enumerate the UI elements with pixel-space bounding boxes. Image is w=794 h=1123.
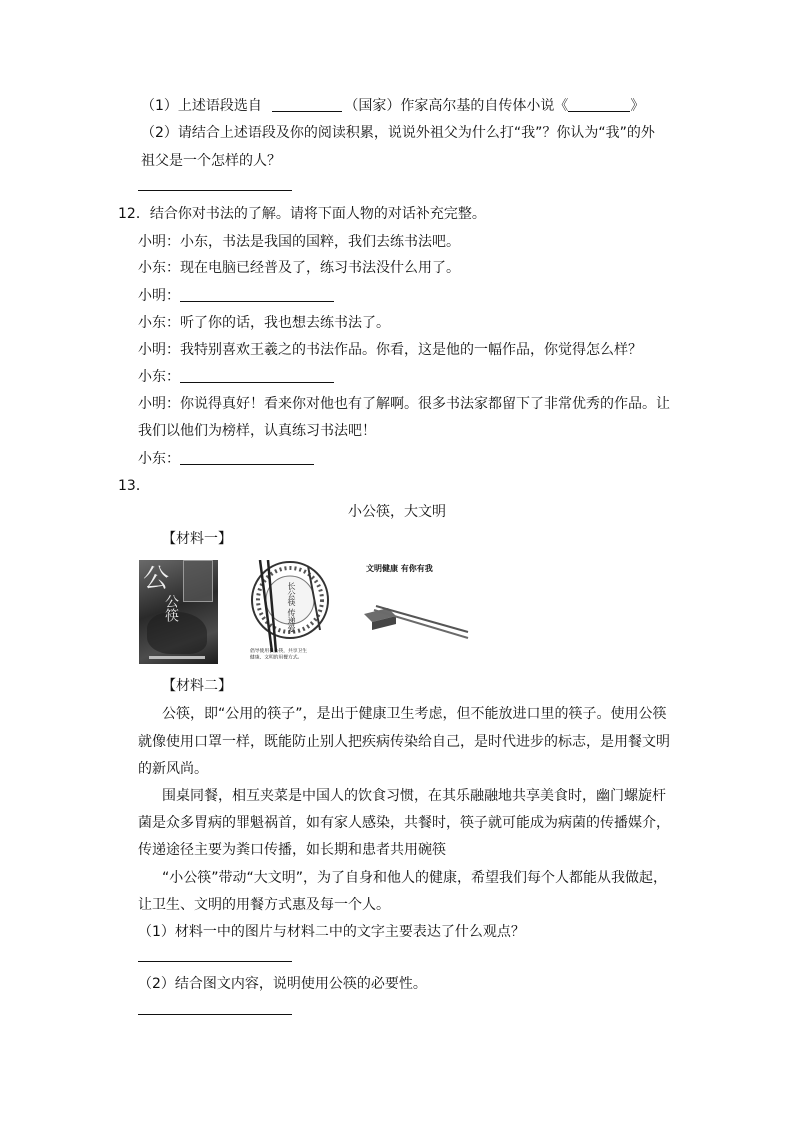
q12-dialog-7-line1: 小明：你说得真好！看来你对他也有了解啊。很多书法家都留下了非常优秀的作品。让 xyxy=(138,396,670,412)
q13-material2-label: 【材料二】 xyxy=(162,678,232,694)
q13-p2-line1: 围桌同餐，相互夹菜是中国人的饮食习惯，在其乐融融地共享美食时，幽门螺旋杆 xyxy=(162,788,666,804)
poster3-caption: 文明健康 有你有我 xyxy=(366,564,433,573)
q11-sub1-text-a: （1）上述语段选自 xyxy=(141,98,262,114)
q11-sub1-text-c: 》 xyxy=(630,98,645,114)
q13-p1-line1: 公筷，即“公用的筷子”，是出于健康卫生考虑，但不能放进口里的筷子。使用公筷 xyxy=(162,706,667,722)
poster-gongkuai-photo xyxy=(139,560,218,664)
q13-title: 小公筷，大文明 xyxy=(348,504,446,520)
poster1-caption-bar xyxy=(149,656,205,659)
q12-intro: 12．结合你对书法的了解。请将下面人物的对话补充完整。 xyxy=(118,206,486,222)
q12-blank-2[interactable] xyxy=(180,367,334,383)
q12-dialog-3-speaker: 小明： xyxy=(138,288,180,304)
q13-p2-line3: 传递途径主要为粪口传播，如长期和患者共用碗筷 xyxy=(138,842,446,858)
q13-sub2: （2）结合图文内容，说明使用公筷的必要性。 xyxy=(138,976,427,992)
q13-number: 13． xyxy=(118,478,150,494)
poster1-sub-text: 公筷 xyxy=(163,594,179,622)
q12-dialog-3 xyxy=(138,286,334,306)
q13-sub2-answer-line[interactable] xyxy=(138,1014,292,1015)
q12-dialog-4: 小东：听了你的话，我也想去练书法了。 xyxy=(138,315,390,331)
q11-blank-country[interactable] xyxy=(272,96,342,112)
q12-dialog-6 xyxy=(138,367,334,387)
q13-p3-line2: 让卫生、文明的用餐方式惠及每一个人。 xyxy=(138,897,390,913)
poster-long-chopsticks xyxy=(250,560,330,664)
q12-dialog-7-line2: 我们以他们为榜样，认真练习书法吧！ xyxy=(138,423,376,439)
q12-dialog-5: 小明：我特别喜欢王羲之的书法作品。你看，这是他的一幅作品，你觉得怎么样？ xyxy=(138,342,642,358)
q12-dialog-6-speaker: 小东： xyxy=(138,369,180,385)
q12-dialog-8-speaker: 小东： xyxy=(138,451,180,467)
q13-p3-line1: “小公筷”带动“大文明”，为了自身和他人的健康，希望我们每个人都能从我做起， xyxy=(162,870,668,886)
q13-sub1-answer-line[interactable] xyxy=(138,961,292,962)
q13-p1-line2: 就像使用口罩一样，既能防止别人把疾病传染给自己，是时代进步的标志，是用餐文明 xyxy=(138,734,670,750)
poster1-seal-box xyxy=(183,560,213,602)
poster-chopsticks-rest xyxy=(362,560,470,644)
poster2-caption-line2: 健康、文明的用餐方式。 xyxy=(250,654,303,661)
q13-p1-line3: 的新风尚。 xyxy=(138,761,208,777)
q11-answer-line[interactable] xyxy=(138,190,292,191)
q11-sub1-text-b: （国家）作家高尔基的自传体小说《 xyxy=(344,98,569,114)
q12-blank-3[interactable] xyxy=(180,449,314,465)
q11-sub1 xyxy=(141,96,644,116)
poster2-caption-line1: 倡导使用长公筷，共享卫生 xyxy=(250,648,308,654)
q12-dialog-1: 小明：小东，书法是我国的国粹，我们去练书法吧。 xyxy=(138,234,460,250)
q13-material1-label: 【材料一】 xyxy=(162,531,232,547)
q13-p2-line2: 菌是众多胃病的罪魁祸首，如有家人感染，共餐时，筷子就可能成为病菌的传播媒介， xyxy=(138,815,670,831)
q12-dialog-2: 小东：现在电脑已经普及了，练习书法没什么用了。 xyxy=(138,260,460,276)
q11-sub2-line2: 祖父是一个怎样的人？ xyxy=(141,153,281,169)
q12-dialog-8 xyxy=(138,449,314,469)
poster2-caption xyxy=(250,648,326,661)
q11-sub2-line1: （2）请结合上述语段及你的阅读积累，说说外祖父为什么打“我”？你认为“我”的外 xyxy=(141,125,655,141)
poster1-main-glyph: 公 xyxy=(143,564,170,594)
poster2-vertical-text: 长公筷 传递爱 xyxy=(287,582,296,633)
q13-sub1: （1）材料一中的图片与材料二中的文字主要表达了什么观点？ xyxy=(138,924,525,940)
q11-blank-novel[interactable] xyxy=(568,96,630,112)
q12-blank-1[interactable] xyxy=(180,286,334,302)
